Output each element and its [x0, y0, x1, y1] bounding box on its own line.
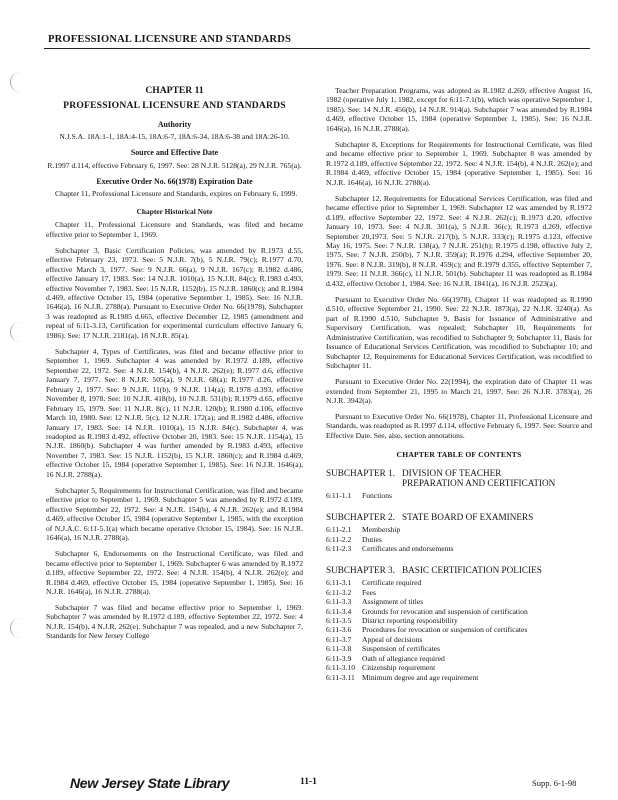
eo-expiration-text: Chapter 11, Professional Licensure and Standards, expires on February 6, 1999.: [55, 189, 298, 199]
toc-subchapter-label: SUBCHAPTER 2.: [326, 512, 395, 523]
toc-section-title: Grounds for revocation and suspension of certification: [362, 606, 528, 616]
punch-hole-mark: [10, 618, 25, 638]
authority-heading: Authority: [157, 119, 192, 129]
history-paragraph: Subchapter 12, Requirements for Educational Services Certification, was filed and became effective prior to September 1, 1969. Subchapter 12 was amended by R.1972 d.189, effective September 22, 1972. See: 4 N.J.R. 262(c); R.1973 d.20, effective January 10, 1973. See: 4 N.J.R. 301(a), 5 N.J.R. 36(c); R.1973 d.269, effective September 20,1973. See: 5 N.J.R. 217(b), 5 N.J.R. 333(c); R.1975 d.123, effective May 16, 1975. See: 7 N.J.R. 138(a), 7 N.J.R. 251(b); R.1975 d.198, effective July 2, 1975. See: 7 N.J.R. 250(b), 7 N.J.R. 359(a); R.1976 d.294, effective September 20, 1976. See: 8 N.J.R. 319(b), 8 N.J.R. 459(c); and R.1979 d.355, effective September 7, 1979. See: 11 N.J.R. 366(c), 11 N.J.R. 501(b). Subchapter 11 was readopted as R.1984 d.432, effective October 1, 1984. See: 16 N.J.R. 1841(a), 16 N.J.R. 2523(a).: [326, 193, 592, 288]
toc-section-title: Procedures for revocation or suspension of certificates: [362, 625, 528, 635]
toc-section-row: [326, 535, 592, 544]
toc-subchapter-heading: [326, 468, 592, 489]
toc-section-row: [326, 616, 592, 625]
punch-hole-mark: [10, 72, 25, 92]
toc-section-number: 6:11-3.11: [326, 672, 355, 682]
history-paragraph: Subchapter 4, Types of Certificates, was filed and became effective prior to September 1, 1969. Subchapter 4 was amended by R.1972 d.189, effective September 22, 1972. See: 4 N.J.R. 154(b), 4 N.J.R. 262(e); R.1977 d.6, effective January 7, 1977. See: 8 N.J.R. 505(a), 9 N.J.R. 68(a); R.1977 d.26, effective February 2, 1977. See: 9 N.J.R. 11(b), 9 N.J.R. 114(a); R.1978 d.393, effective November 8, 1978. See: 10 N.J.R. 418(b), 10 N.J.R. 531(b); R.1979 d.65, effective February 15, 1979. See: 11 N.J.R. 8(c), 11 N.J.R. 120(b); R.1980 d.106, effective March 10, 1980. See: 12 N.J.R. 5(c), 12 N.J.R. 172(a); and R.1982 d.486, effective January 17, 1983. See: 14 N.J.R. 1010(a), 15 N.J.R. 84(c). Subchapter 4, was readopted as R.1983 d.492, effective October 20, 1983. See: 15 N.J.R. 1154(a), 15 N.J.R. 1860(b). Subchapter 4 was further amended by R.1983 d.493, effective November 7, 1983. See: 15 N.J.R. 1152(b), 15 N.J.R. 1860(c); and R.1984 d.469, effective October 15, 1984 (operative September 1, 1985). See: 16 N.J.R. 1646(a), 16 N.J.R. 2788(a).: [46, 346, 303, 479]
source-heading: Source and Effective Date: [130, 148, 219, 158]
toc-section-title: Functions: [362, 490, 392, 500]
toc-subchapter-label: SUBCHAPTER 3.: [326, 565, 395, 576]
page-number: 11-1: [300, 777, 317, 787]
toc-subchapter-title: BASIC CERTIFICATION POLICIES: [402, 565, 542, 576]
toc-section-title: Duties: [362, 534, 382, 544]
toc-section-row: [326, 654, 592, 663]
history-paragraph: Subchapter 6, Endorsements on the Instructional Certificate, was filed and became effective prior to September 1, 1969. Subchapter 6 was amended by R.1972 d.189, effective September 22, 1972. See: 4 N.J.R. 154(b), 4 N.J.R. 262(e); and R.1984 d.469, effective October 15, 1984 (operative September 1, 1985). See: 16 N.J.R. 1646(a), 16 N.J.R. 2788(a).: [46, 549, 303, 596]
supplement-date: Supp. 6-1-98: [532, 778, 577, 788]
toc-section-row: [326, 597, 592, 606]
history-paragraph: Subchapter 5, Requirements for Instructional Certification, was filed and became effective prior to September 1, 1969. Subchapter 5 was amended by R.1972 d.189, effective September 22, 1972. See: 4 N.J.R. 154(b), 4 N.J.R. 262(e); and R.1984 d.469, effective October 15, 1984 (operative September 1, 1985, with the exception of N.J.A.C. 6:11-5.1(a) which became operative October 15, 1984). See: 16 N.J.R. 1646(a), 16 N.J.R. 2788(a).: [46, 485, 303, 543]
history-paragraph: Subchapter 8, Exceptions for Requirements for Instructional Certificate, was filed and became effective prior to September 1, 1969. Subchapter 8 was amended by R.1972 d.189, effective September 22, 1972. See: 4 N.J.R. 154(b), 4 N.J.R. 262(e); and R.1984 d.469, effective October 15, 1984 (operative September 1, 1985). See: 16 N.J.R. 1646(a), 16 N.J.R. 2788(a).: [326, 139, 592, 187]
toc-section-number: 6:11-2.1: [326, 525, 352, 535]
toc-subchapter-label: SUBCHAPTER 1.: [326, 467, 395, 478]
toc-section-row: [326, 578, 592, 587]
toc-section-row: [326, 525, 592, 534]
toc-section-row: [326, 625, 592, 634]
chapter-title: PROFESSIONAL LICENSURE AND STANDARDS: [63, 100, 286, 112]
toc-section-row: [326, 663, 592, 672]
header-rule: [44, 48, 590, 49]
table-of-contents: [326, 468, 592, 682]
toc-subchapter-heading: [326, 565, 592, 576]
toc-section-title: Appeal of decisions: [362, 634, 423, 644]
toc-section-row: [326, 588, 592, 597]
toc-section-number: 6:11-3.9: [326, 653, 352, 663]
historical-note-paragraphs: [46, 220, 303, 641]
historical-note-heading: Chapter Historical Note: [136, 206, 213, 216]
toc-title: CHAPTER TABLE OF CONTENTS: [396, 450, 522, 460]
toc-section-number: 6:11-3.1: [326, 578, 352, 588]
history-paragraph: Chapter 11, Professional Licensure and Standards, was filed and became effective prior to September 1, 1969.: [46, 220, 303, 239]
toc-section-title: Citizenship requirement: [362, 663, 436, 673]
toc-section-number: 6:11-3.3: [326, 597, 352, 607]
toc-section-number: 6:11-3.5: [326, 616, 352, 626]
history-paragraph: Subchapter 3, Basic Certification Policies, was amended by R.1973 d.55, effective February 23, 1973. See: 5 N.J.R. 7(b), 5 N.J.R. 79(c); R.1977 d.70, effective March 3, 1977. See: 9 N.J.R. 66(a), 9 N.J.R. 167(c); R.1982 d.486, effective January 17, 1983. See: 14 N.J.R. 1010(a), 15 N.J.R. 84(c); R.1983 d.493, effective November 7, 1983. See: 15 N.J.R. 1152(b), 15 N.J.R. 1860(c); and R.1984 d.469, effective October 15, 1984 (operative September 1, 1985). See: 16 N.J.R. 1646(a), 16 N.J.R. 2788(a). Pursuant to Executive Order No. 66(1978), Subchapter 3 was readopted as R.1985 d.665, effective December 12, 1985 (amendment and repeal of 6:11-3.13, Certification for experimental curriculum effective January 6, 1986). See: 17 N.J.R. 2181(a), 18 N.J.R. 85(a).: [46, 245, 303, 340]
punch-hole-mark: [10, 322, 25, 342]
toc-section-number: 6:11-2.3: [326, 544, 352, 554]
right-column: [326, 86, 592, 682]
toc-section-row: [326, 673, 592, 682]
toc-section-title: Membership: [362, 525, 401, 535]
toc-section-number: 6:11-2.2: [326, 534, 352, 544]
toc-subchapter-heading: [326, 512, 592, 523]
history-paragraph: Pursuant to Executive Order No. 66(1978), Chapter 11 was readopted as R.1990 d.510, effective September 21, 1990. See: 22 N.J.R. 1873(a), 22 N.J.R. 3240(a). As part of R.1990 d.510, Subchapter 9, Basis for Issuance of Administrative and Supervisory Certification, was repealed; Subchapter 10, Requirements for Administrative Certification, was recodified to Subchapter 9; Subchapter 11, Basis for Issuance of Educational Services Certification, was recodified to Subchapter 10; and Subchapter 12, Requirements for Educational Services Certification, was recodified to Subchapter 11.: [326, 294, 592, 371]
toc-subchapter-title: STATE BOARD OF EXAMINERS: [402, 512, 534, 523]
toc-section-row: [326, 644, 592, 653]
history-paragraph: Subchapter 7 was filed and became effective prior to September 1, 1969. Subchapter 7 was amended by R.1972 d.189, effective September 22, 1972. See: 4 N.J.R. 154(b), 4 N.J.R. 262(e). Subchapter 7 was repealed, and a new Subchapter 7, Standards for New Jersey College: [46, 603, 303, 641]
source-text: R.1997 d.114, effective February 6, 1997. See: 28 N.J.R. 5128(a), 29 N.J.R. 765(a).: [47, 160, 302, 170]
history-paragraph: Pursuant to Executive Order No. 66(1978), Chapter 11, Professional Licensure and Standards, was readopted as R.1997 d.114, effective February 6, 1997. See: Source and Effective Date. See, also, section annotations.: [326, 412, 592, 440]
toc-section-number: 6:11-3.2: [326, 587, 352, 597]
chapter-label: CHAPTER 11: [145, 85, 204, 96]
toc-section-number: 6:11-3.8: [326, 644, 352, 654]
toc-section-title: Fees: [362, 587, 376, 597]
toc-section-number: 6:11-3.7: [326, 634, 352, 644]
toc-section-number: 6:11-1.1: [326, 490, 352, 500]
toc-section-row: [326, 607, 592, 616]
toc-section-row: [326, 544, 592, 553]
toc-spacer: [326, 500, 592, 508]
toc-section-title: Assignment of titles: [362, 597, 424, 607]
toc-section-number: 6:11-3.4: [326, 606, 352, 616]
toc-section-number: 6:11-3.10: [326, 663, 356, 673]
toc-section-title: Certificates and endorsements: [362, 544, 454, 554]
historical-note-continued: [326, 86, 592, 440]
toc-spacer: [326, 553, 592, 561]
left-column: [46, 86, 303, 647]
library-stamp: New Jersey State Library: [70, 775, 230, 791]
toc-section-title: District reporting responsibility: [362, 616, 458, 626]
toc-section-row: [326, 491, 592, 500]
history-paragraph: Teacher Preparation Programs, was adopted as R.1982 d.269, effective August 16, 1982 (operative July 1, 1982, except for 6:11-7.1(b), which was operative September 1, 1985). See: 14 N.J.R. 456(b), 14 N.J.R. 914(a). Subchapter 7 was amended by R.1984 d.469, effective October 15, 1984 (operative September 1, 1985). See: 16 N.J.R. 1646(a), 16 N.J.R. 2788(a).: [326, 86, 592, 133]
toc-section-title: Certificate required: [362, 578, 422, 588]
toc-section-title: Oath of allegiance required: [362, 653, 445, 663]
toc-subchapter-title: DIVISION OF TEACHER: [402, 467, 502, 478]
toc-section-title: Suspension of certificates: [362, 644, 441, 654]
toc-section-row: [326, 635, 592, 644]
running-head: PROFESSIONAL LICENSURE AND STANDARDS: [48, 34, 292, 45]
toc-subchapter-title-cont: PREPARATION AND CERTIFICATION: [402, 477, 556, 488]
eo-expiration-heading: Executive Order No. 66(1978) Expiration Date: [96, 176, 253, 186]
toc-section-number: 6:11-3.6: [326, 625, 352, 635]
history-paragraph: Pursuant to Executive Order No. 22(1994), the expiration date of Chapter 11 was extended from September 21, 1995 to March 21, 1997. See: 26 N.J.R. 3783(a), 26 N.J.R. 3942(a).: [326, 377, 592, 405]
authority-text: N.J.S.A. 18A:1-1, 18A:4-15, 18A:6-7, 18A:6-34, 18A:6-38 and 18A:26-10.: [59, 132, 290, 142]
toc-section-title: Minimum degree and age requirement: [362, 672, 479, 682]
